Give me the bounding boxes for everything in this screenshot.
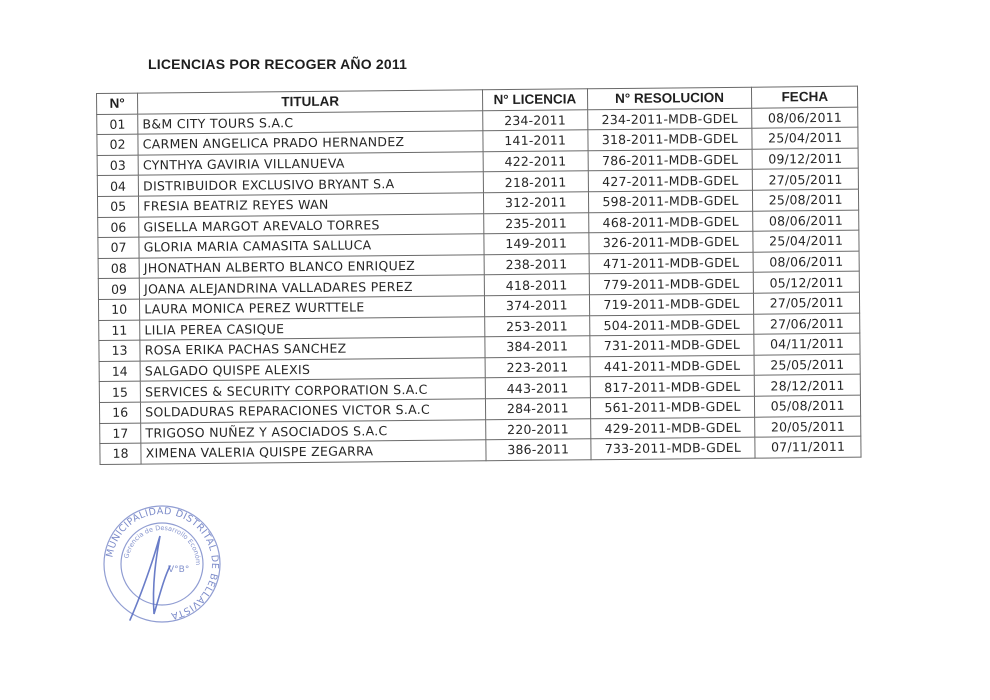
row-date: 20/05/2011 xyxy=(755,416,861,438)
row-date: 25/08/2011 xyxy=(753,189,859,211)
municipal-seal xyxy=(94,502,230,626)
row-titular: XIMENA VALERIA QUISPE ZEGARRA xyxy=(141,440,486,464)
row-date: 04/11/2011 xyxy=(754,333,860,355)
row-date: 27/05/2011 xyxy=(754,292,860,314)
row-date: 05/12/2011 xyxy=(754,272,860,294)
header-resolution: N° RESOLUCION xyxy=(587,87,752,109)
row-titular: SOLDADURAS REPARACIONES VICTOR S.A.C xyxy=(141,399,486,423)
row-titular: ROSA ERIKA PACHAS SANCHEZ xyxy=(140,337,485,361)
row-number: 01 xyxy=(97,114,138,135)
row-resolution: 427-2011-MDB-GDEL xyxy=(588,170,753,192)
row-number: 14 xyxy=(99,361,140,382)
row-date: 28/12/2011 xyxy=(755,374,861,396)
row-date: 08/06/2011 xyxy=(753,251,859,273)
row-number: 09 xyxy=(98,278,139,299)
row-date: 05/08/2011 xyxy=(755,395,861,417)
table-body xyxy=(97,107,861,464)
row-license: 374-2011 xyxy=(484,295,589,317)
licenses-table xyxy=(96,86,862,465)
row-titular: TRIGOSO NUÑEZ Y ASOCIADOS S.A.C xyxy=(141,419,486,443)
row-resolution: 731-2011-MDB-GDEL xyxy=(589,334,754,356)
row-titular: JOANA ALEJANDRINA VALLADARES PEREZ xyxy=(139,275,484,299)
row-titular: FRESIA BEATRIZ REYES WAN xyxy=(139,193,484,217)
seal-center-text: V°B° xyxy=(168,565,190,575)
row-resolution: 733-2011-MDB-GDEL xyxy=(590,437,755,459)
row-number: 18 xyxy=(100,443,141,464)
header-titular: TITULAR xyxy=(138,90,483,114)
row-resolution: 786-2011-MDB-GDEL xyxy=(588,149,753,171)
row-resolution: 504-2011-MDB-GDEL xyxy=(589,314,754,336)
row-date: 08/06/2011 xyxy=(752,107,858,129)
row-number: 04 xyxy=(97,175,138,196)
seal-outer-text: MUNICIPALIDAD DISTRITAL DE BELLAVISTA xyxy=(104,505,221,622)
row-resolution: 719-2011-MDB-GDEL xyxy=(589,293,754,315)
row-number: 03 xyxy=(97,155,138,176)
row-license: 384-2011 xyxy=(485,336,590,358)
row-license: 149-2011 xyxy=(484,233,589,255)
row-license: 443-2011 xyxy=(485,377,590,399)
row-number: 02 xyxy=(97,134,138,155)
row-resolution: 441-2011-MDB-GDEL xyxy=(590,355,755,377)
row-number: 08 xyxy=(98,258,139,279)
document-title: LICENCIAS POR RECOGER AÑO 2011 xyxy=(148,56,408,72)
seal-inner-text: Gerencia de Desarrollo Económ xyxy=(122,523,203,566)
row-resolution: 326-2011-MDB-GDEL xyxy=(588,231,753,253)
row-number: 07 xyxy=(98,237,139,258)
row-resolution: 817-2011-MDB-GDEL xyxy=(590,376,755,398)
row-resolution: 561-2011-MDB-GDEL xyxy=(590,396,755,418)
row-titular: B&M CITY TOURS S.A.C xyxy=(138,110,483,134)
row-number: 11 xyxy=(99,320,140,341)
row-number: 15 xyxy=(99,381,140,402)
row-date: 08/06/2011 xyxy=(753,210,859,232)
row-license: 253-2011 xyxy=(485,315,590,337)
row-license: 422-2011 xyxy=(483,151,588,173)
row-license: 418-2011 xyxy=(484,274,589,296)
row-license: 141-2011 xyxy=(483,130,588,152)
row-number: 10 xyxy=(98,299,139,320)
row-number: 17 xyxy=(100,423,141,444)
signature-mark xyxy=(130,536,170,620)
row-number: 05 xyxy=(97,196,138,217)
row-date: 27/05/2011 xyxy=(753,169,859,191)
header-date: FECHA xyxy=(752,86,858,108)
row-titular: DISTRIBUIDOR EXCLUSIVO BRYANT S.A xyxy=(138,172,483,196)
row-titular: SERVICES & SECURITY CORPORATION S.A.C xyxy=(140,378,485,402)
row-date: 25/05/2011 xyxy=(754,354,860,376)
row-license: 234-2011 xyxy=(483,109,588,131)
row-number: 13 xyxy=(99,340,140,361)
row-titular: GLORIA MARIA CAMASITA SALLUCA xyxy=(139,234,484,258)
row-titular: LAURA MONICA PEREZ WURTTELE xyxy=(140,296,485,320)
row-date: 09/12/2011 xyxy=(752,148,858,170)
header-license: N° LICENCIA xyxy=(482,89,587,111)
row-number: 06 xyxy=(98,217,139,238)
row-license: 235-2011 xyxy=(484,212,589,234)
row-titular: CARMEN ANGELICA PRADO HERNANDEZ xyxy=(138,131,483,155)
row-titular: JHONATHAN ALBERTO BLANCO ENRIQUEZ xyxy=(139,255,484,279)
row-resolution: 318-2011-MDB-GDEL xyxy=(587,128,752,150)
row-license: 218-2011 xyxy=(483,171,588,193)
row-resolution: 429-2011-MDB-GDEL xyxy=(590,417,755,439)
row-license: 284-2011 xyxy=(485,398,590,420)
row-date: 25/04/2011 xyxy=(753,230,859,252)
row-license: 220-2011 xyxy=(486,418,591,440)
row-date: 07/11/2011 xyxy=(755,436,861,458)
row-resolution: 779-2011-MDB-GDEL xyxy=(589,273,754,295)
row-titular: SALGADO QUISPE ALEXIS xyxy=(140,357,485,381)
row-titular: GISELLA MARGOT AREVALO TORRES xyxy=(139,213,484,237)
header-number: N° xyxy=(97,93,138,114)
row-titular: LILIA PEREA CASIQUE xyxy=(140,316,485,340)
row-number: 16 xyxy=(99,402,140,423)
row-resolution: 234-2011-MDB-GDEL xyxy=(587,108,752,130)
row-titular: CYNTHYA GAVIRIA VILLANUEVA xyxy=(138,152,483,176)
row-license: 312-2011 xyxy=(483,192,588,214)
row-resolution: 471-2011-MDB-GDEL xyxy=(589,252,754,274)
row-license: 386-2011 xyxy=(486,439,591,461)
row-date: 27/06/2011 xyxy=(754,313,860,335)
row-license: 223-2011 xyxy=(485,356,590,378)
row-license: 238-2011 xyxy=(484,254,589,276)
row-date: 25/04/2011 xyxy=(752,127,858,149)
row-resolution: 468-2011-MDB-GDEL xyxy=(588,211,753,233)
row-resolution: 598-2011-MDB-GDEL xyxy=(588,190,753,212)
